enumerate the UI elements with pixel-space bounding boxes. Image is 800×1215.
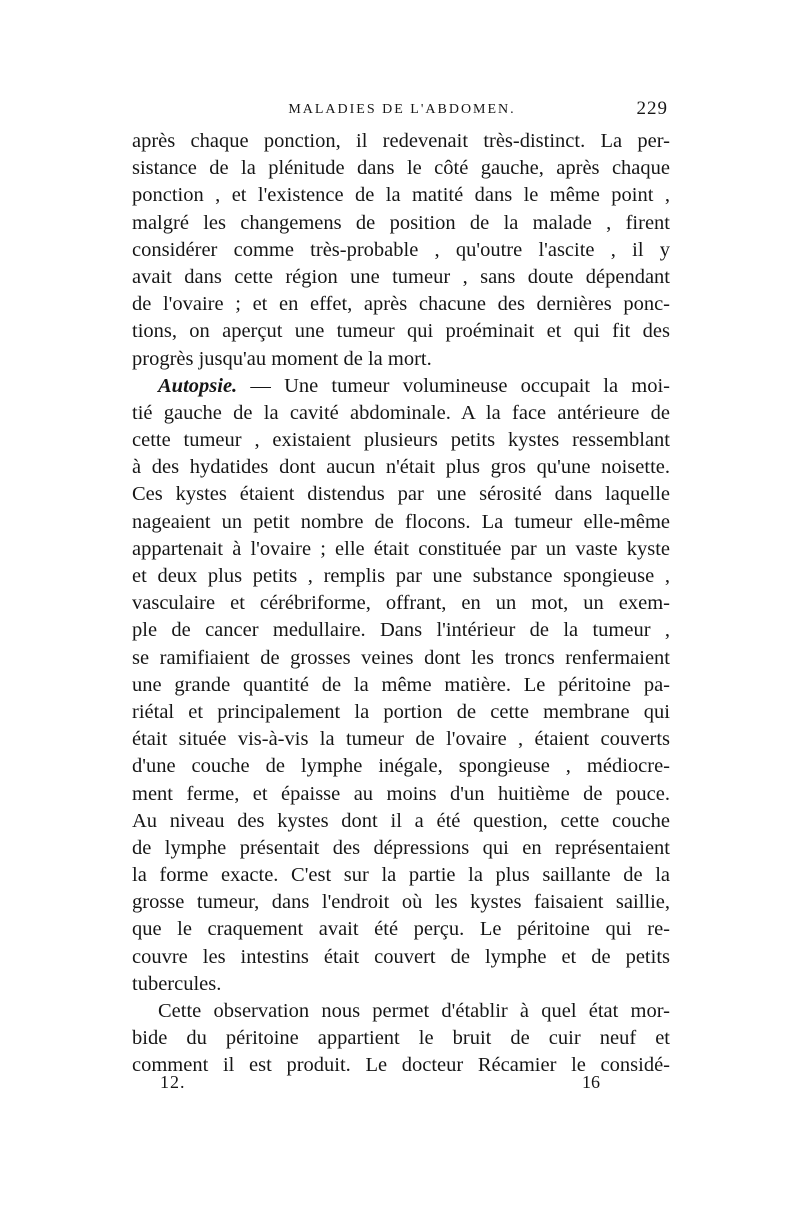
text-line: la forme exacte. C'est sur la partie la plus saillante de la xyxy=(132,864,670,887)
text-line: se ramifiaient de grosses veines dont les troncs renfermaient xyxy=(132,646,670,669)
text-line-fragment: — Une tumeur volumineuse occupait la moi- xyxy=(250,374,670,397)
running-head xyxy=(132,98,672,128)
text-line: et deux plus petits , remplis par une substance spongieuse , xyxy=(132,565,670,587)
text-line: après chaque ponction, il redevenait très-distinct. La per- xyxy=(132,130,670,152)
text-line: était située vis-à-vis la tumeur de l'ovaire , étaient couverts xyxy=(132,728,670,751)
text-line: tubercules. xyxy=(132,972,222,995)
text-line: nageaient un petit nombre de flocons. La tumeur elle-même xyxy=(132,510,670,533)
text-line: tié gauche de la cavité abdominale. A la face antérieure de xyxy=(132,401,670,424)
text-line: Au niveau des kystes dont il a été question, cette couche xyxy=(132,809,670,832)
autopsy-paragraph-start xyxy=(132,373,670,400)
text-line: riétal et principalement la portion de cette membrane qui xyxy=(132,700,670,723)
text-line: Ces kystes étaient distendus par une sérosité dans laquelle xyxy=(132,483,670,506)
text-line: ple de cancer medullaire. Dans l'intérieur de la tumeur , xyxy=(132,619,670,642)
text-line: grosse tumeur, dans l'endroit où les kystes faisaient saillie, xyxy=(132,891,670,914)
text-line: à des hydatides dont aucun n'était plus gros qu'une noisette. xyxy=(132,456,670,479)
running-title: MALADIES DE L'ABDOMEN. xyxy=(288,102,516,117)
text-line: que le craquement avait été perçu. Le péritoine qui re- xyxy=(132,918,670,941)
signature-mark: 12. xyxy=(160,1072,186,1092)
text-line: de lymphe présentait des dépressions qui en représentaient xyxy=(132,836,670,859)
page-number: 229 xyxy=(636,98,668,119)
body-text xyxy=(132,128,670,1080)
sheet-number: 16 xyxy=(582,1072,600,1092)
text-line: ment ferme, et épaisse au moins d'un huitième de pouce. xyxy=(132,782,670,805)
text-line: comment il est produit. Le docteur Récamier le considé- xyxy=(132,1054,670,1077)
text-line: Cette observation nous permet d'établir à quel état mor- xyxy=(158,1000,670,1022)
text-line: appartenait à l'ovaire ; elle était constituée par un vaste kyste xyxy=(132,537,670,560)
text-line: ponction , et l'existence de la matité dans le même point , xyxy=(132,184,670,207)
text-line: cette tumeur , existaient plusieurs petits kystes ressemblant xyxy=(132,429,670,452)
text-line: progrès jusqu'au moment de la mort. xyxy=(132,347,432,370)
text-line: malgré les changemens de position de la malade , firent xyxy=(132,211,670,234)
text-line: couvre les intestins était couvert de lymphe et de petits xyxy=(132,945,670,968)
text-line: considérer comme très-probable , qu'outre l'ascite , il y xyxy=(132,238,670,261)
text-line: vasculaire et cérébriforme, offrant, en un mot, un exem- xyxy=(132,592,670,615)
autopsy-label: Autopsie. xyxy=(158,374,238,397)
text-line: une grande quantité de la même matière. Le péritoine pa- xyxy=(132,673,670,696)
text-line: bide du péritoine appartient le bruit de cuir neuf et xyxy=(132,1027,670,1050)
page-footer xyxy=(160,1072,600,1098)
text-line: sistance de la plénitude dans le côté gauche, après chaque xyxy=(132,157,670,180)
text-line: de l'ovaire ; et en effet, après chacune des dernières ponc- xyxy=(132,293,670,316)
text-line: tions, on aperçut une tumeur qui proéminait et qui fit des xyxy=(132,320,670,343)
text-line: d'une couche de lymphe inégale, spongieuse , médiocre- xyxy=(132,755,670,778)
text-line: avait dans cette région une tumeur , sans doute dépendant xyxy=(132,265,670,288)
